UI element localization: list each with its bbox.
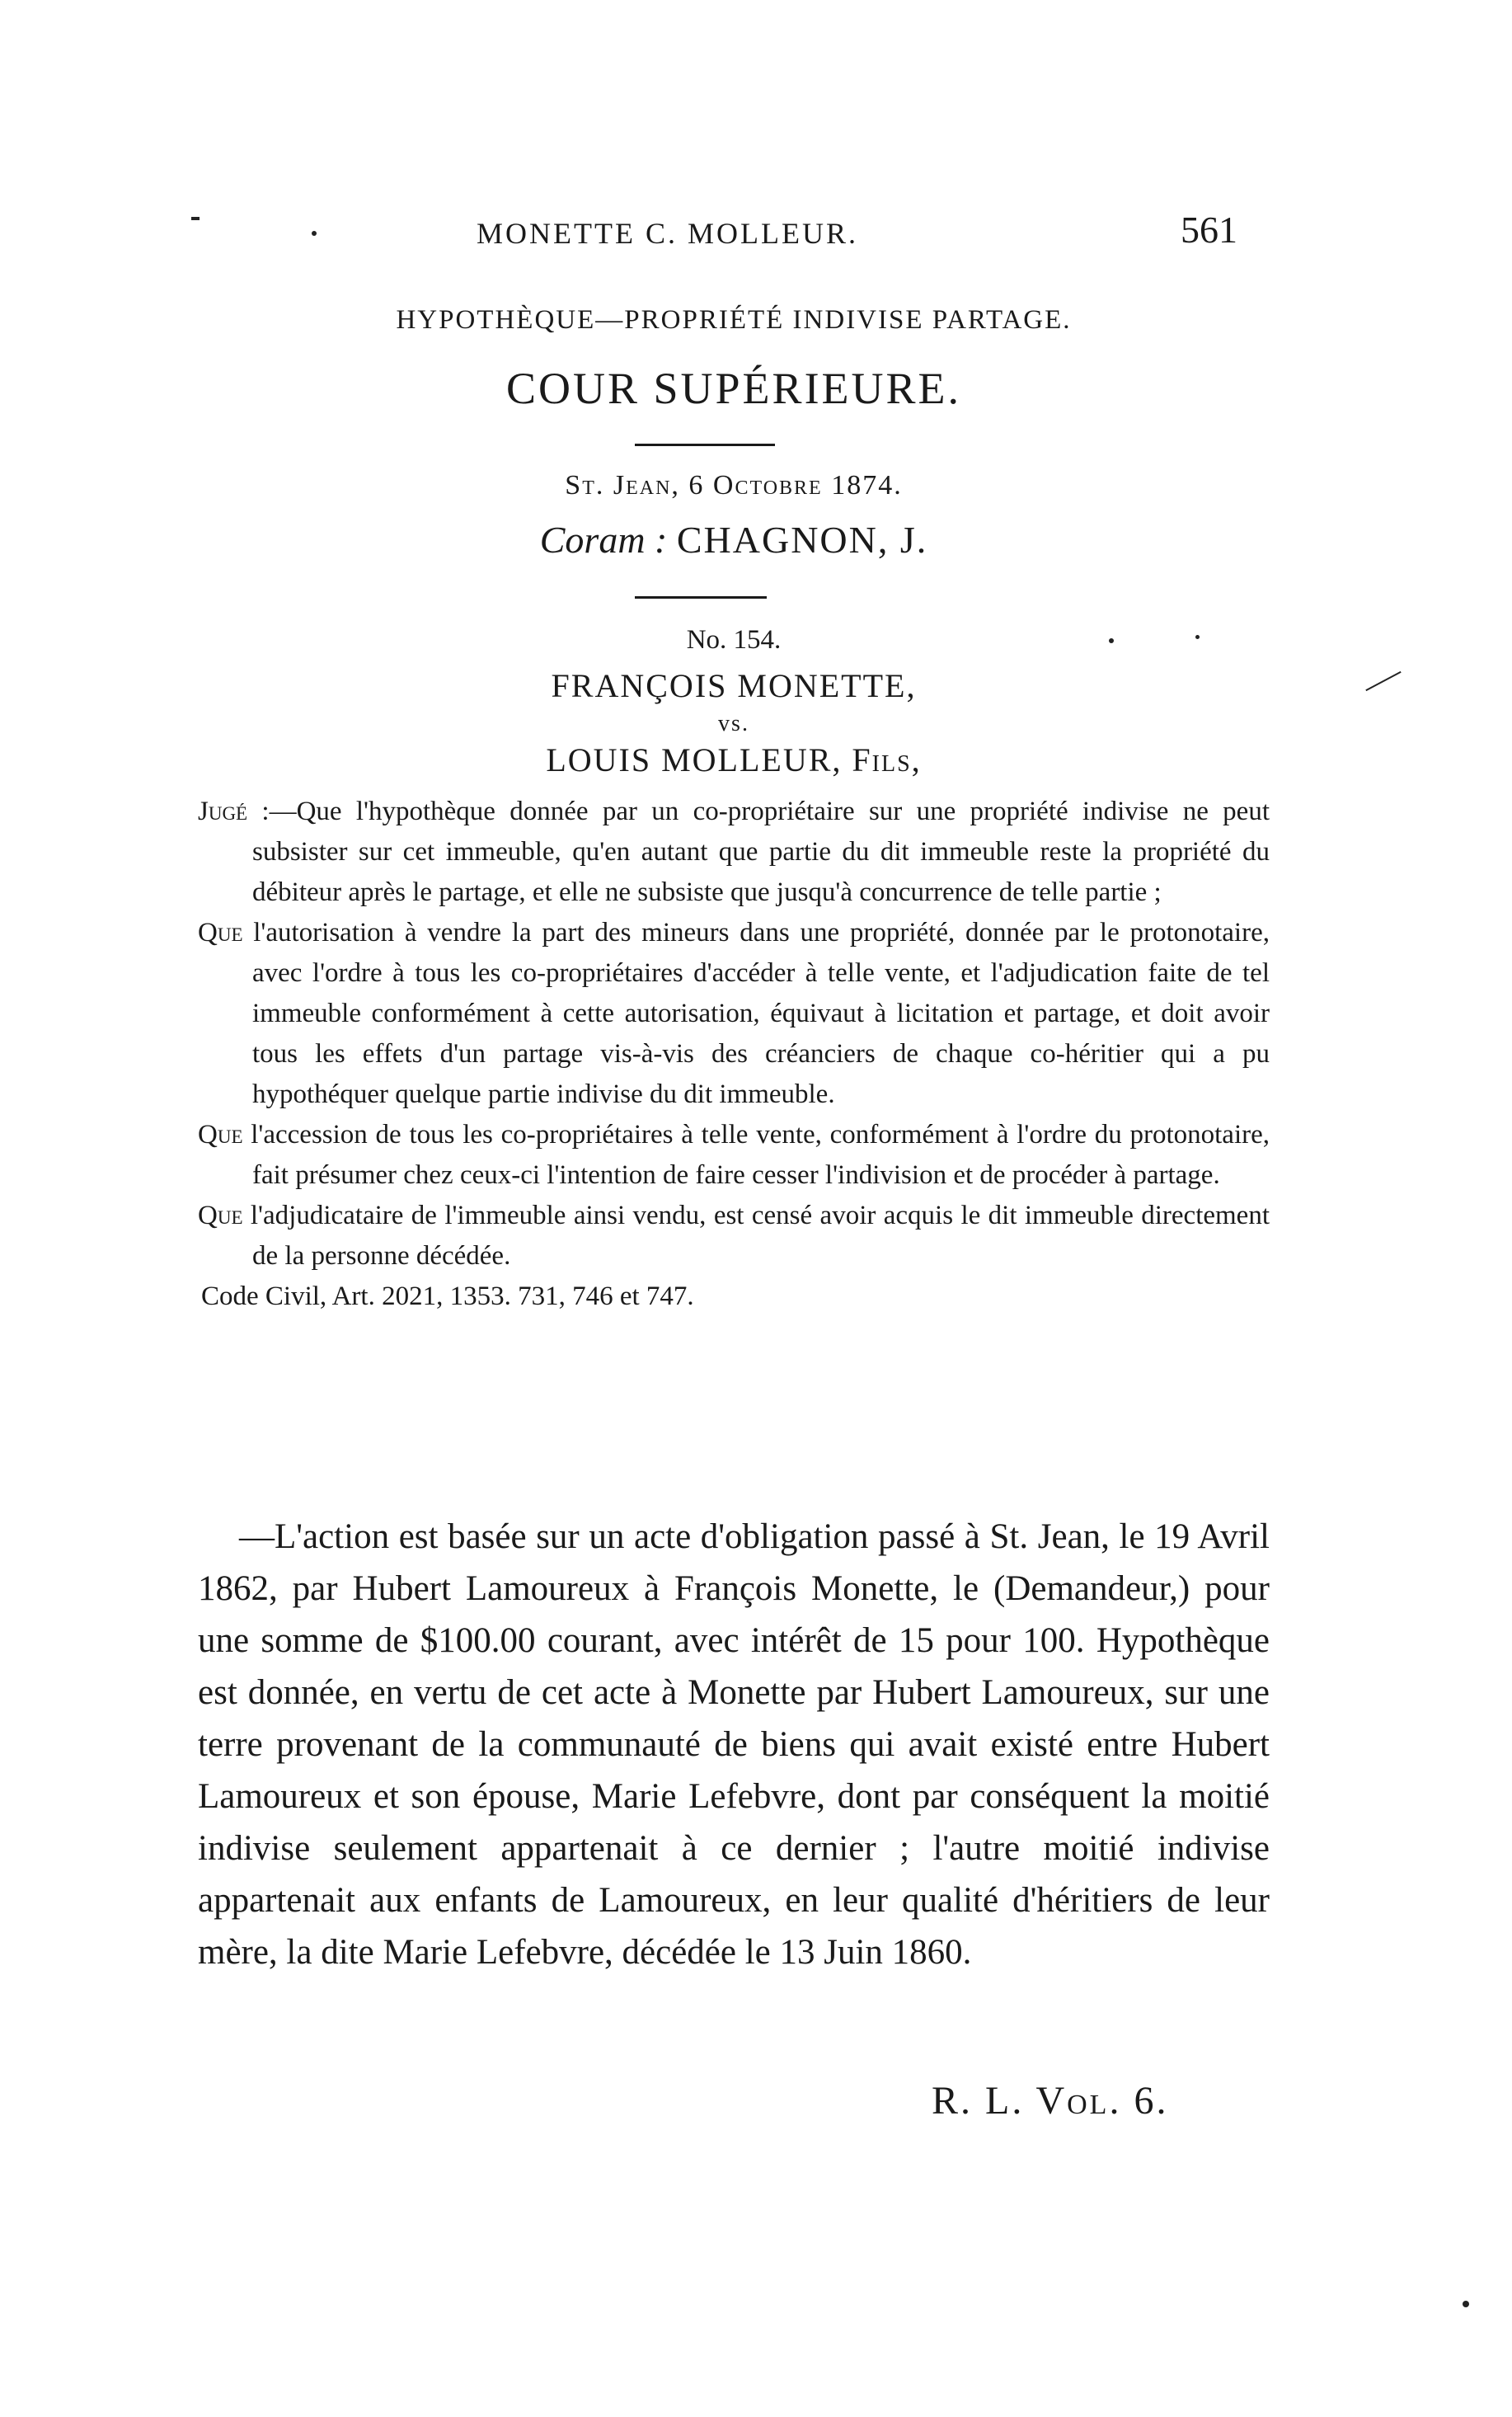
headnote-text: —Que l'hypothèque donnée par un co-propriétaire sur une propriété indivise ne peut subsister sur cet immeuble, qu'en autant que partie du dit immeuble reste la propriété du débiteur après le partage, et elle ne subsiste que jusqu'à concurrence de telle partie ; bbox=[252, 797, 1270, 907]
headnote-text: l'accession de tous les co-propriétaires à telle vente, conformément à l'ordre du protonotaire, fait présumer chez ceux-ci l'intention de faire cesser l'indivision et de procéder à partage. bbox=[242, 1120, 1270, 1190]
body-text bbox=[198, 1511, 1270, 1978]
headnote bbox=[198, 792, 1270, 913]
divider-rule bbox=[635, 444, 775, 446]
subject-heading: HYPOTHÈQUE—PROPRIÉTÉ INDIVISE PARTAGE. bbox=[396, 305, 1072, 335]
page-number: 561 bbox=[1181, 209, 1237, 251]
scan-speck bbox=[1463, 2301, 1469, 2307]
divider-rule bbox=[635, 596, 767, 599]
scan-speck bbox=[191, 217, 200, 220]
scan-speck bbox=[1195, 635, 1200, 639]
court-name: COUR SUPÉRIEURE. bbox=[505, 364, 962, 413]
headnote bbox=[198, 913, 1270, 1115]
plaintiff-name: FRANÇOIS MONETTE, bbox=[551, 667, 917, 704]
coram-line bbox=[165, 518, 1303, 562]
headnote-text: l'adjudicataire de l'immeuble ainsi vendu, est censé avoir acquis le dit immeuble directement de la personne décédée. bbox=[242, 1201, 1270, 1271]
headnote-lead: Jugé : bbox=[198, 797, 270, 826]
headnote-lead: Que bbox=[198, 1201, 243, 1230]
headnote bbox=[198, 1115, 1270, 1196]
headnote-lead: Que bbox=[198, 1120, 243, 1150]
date-line: St. Jean, 6 Octobre 1874. bbox=[565, 470, 903, 501]
code-citation: Code Civil, Art. 2021, 1353. 731, 746 et 747. bbox=[201, 1281, 694, 1311]
volume-signature: R. L. Vol. 6. bbox=[932, 2079, 1169, 2123]
headnote-lead: Que bbox=[198, 918, 243, 948]
running-title: MONETTE C. MOLLEUR. bbox=[477, 217, 858, 250]
coram-label: Coram : bbox=[539, 519, 668, 561]
body-paragraph: —L'action est basée sur un acte d'obligation passé à St. Jean, le 19 Avril 1862, par Hubert Lamoureux à François Monette, le (Demandeur,) pour une somme de $100.00 courant, avec intérêt de 15 pour 100. Hypothèque est donnée, en vertu de cet acte à Monette par Hubert Lamoureux, sur une terre provenant de la communauté de biens qui avait existé entre Hubert Lamoureux et son épouse, Marie Lefebvre, dont par conséquent la moitié indivise seulement appartenait à ce dernier ; l'autre moitié indivise appartenait aux enfants de Lamoureux, en leur qualité d'héritiers de leur mère, la dite Marie Lefebvre, décédée le 13 Juin 1860. bbox=[198, 1517, 1270, 1972]
scan-speck bbox=[1109, 638, 1114, 643]
versus-label: vs. bbox=[718, 711, 749, 736]
headnote-text: l'autorisation à vendre la part des mineurs dans une propriété, donnée par le protonotaire, avec l'ordre à tous les co-propriétaires d'accéder à telle vente, et l'adjudication faite de tel immeuble conformément à cette autorisation, équivaut à licitation et partage, et doit avoir tous les effets d'un partage vis-à-vis des créanciers de chaque co-héritier qui a pu hypothéquer quelque partie indivise du dit immeuble. bbox=[242, 918, 1270, 1109]
scan-speck bbox=[312, 231, 317, 236]
headnotes bbox=[198, 792, 1270, 1317]
judge-name: CHAGNON, J. bbox=[676, 519, 928, 561]
case-number: No. 154. bbox=[686, 625, 782, 655]
scan-speck bbox=[1365, 671, 1401, 691]
defendant-name: LOUIS MOLLEUR, Fils, bbox=[546, 741, 922, 778]
headnote bbox=[198, 1196, 1270, 1277]
